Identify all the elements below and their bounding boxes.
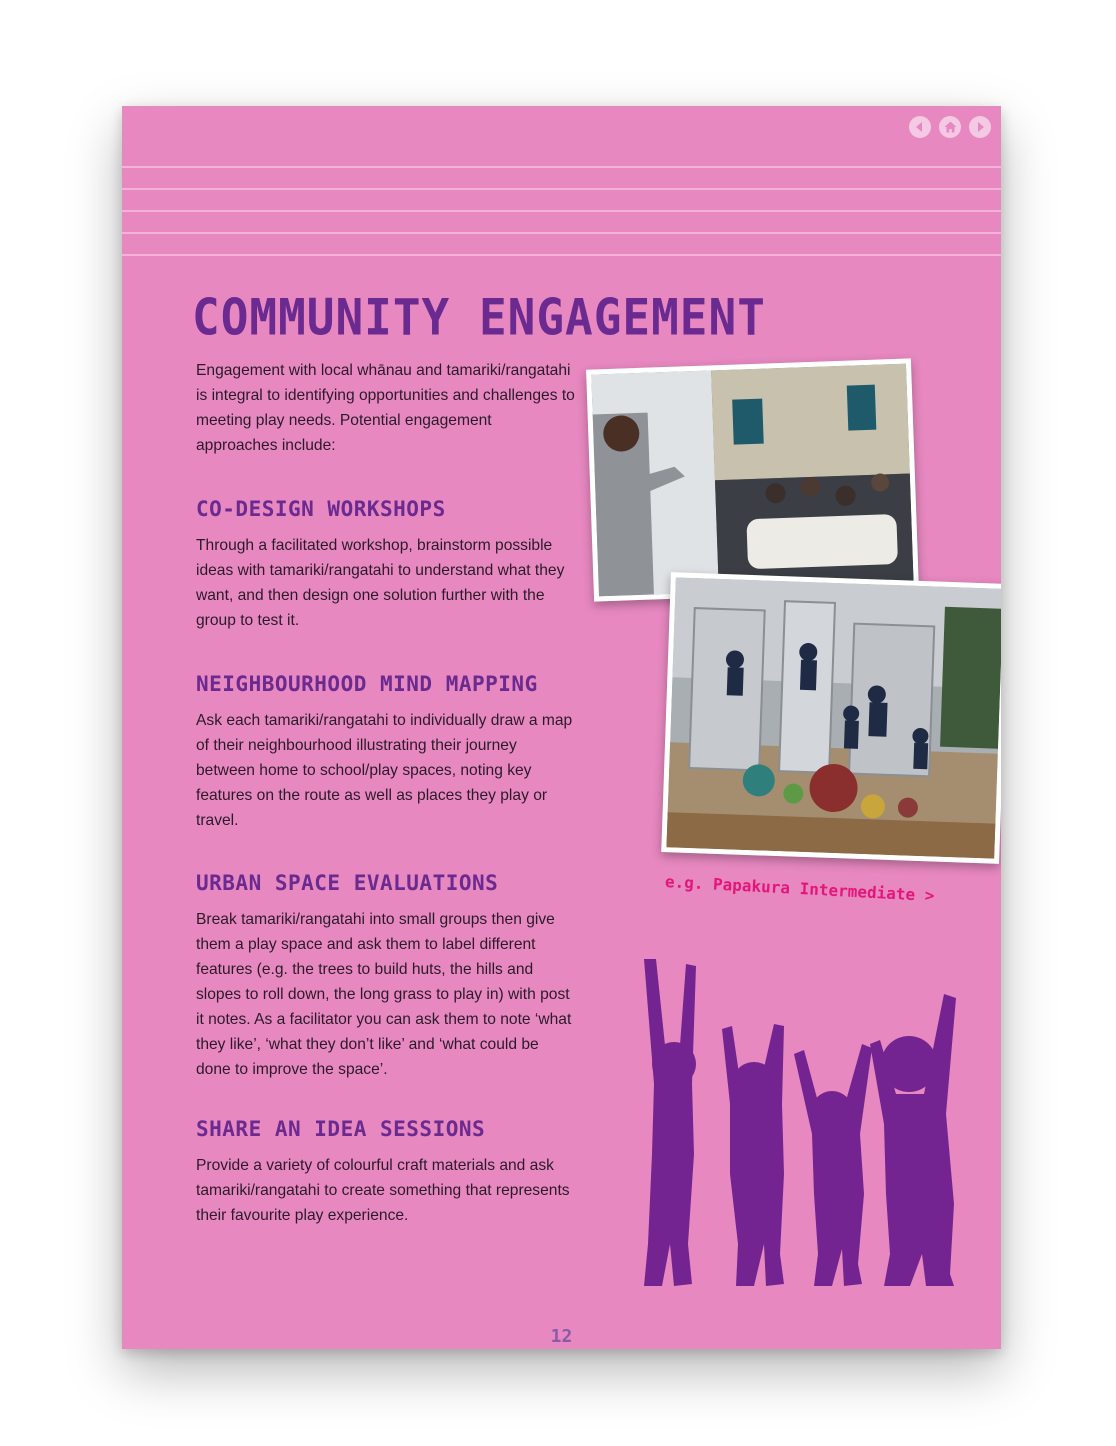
- chevron-left-icon: [914, 121, 926, 133]
- next-page-button[interactable]: [969, 116, 991, 138]
- page-navigation: [909, 116, 991, 138]
- section-body-share-idea: Provide a variety of colourful craft materials and ask tamariki/rangatahi to create something that represents their favourite play experience.: [196, 1157, 570, 1224]
- home-icon: [944, 121, 957, 133]
- home-button[interactable]: [939, 116, 961, 138]
- workshop-photo-image: [591, 364, 914, 597]
- section-body-mind-mapping: Ask each tamariki/rangatahi to individually draw a map of their neighbourhood illustrating their journey between home to school/play spaces, noting key features on the route as well as places they play or travel.: [196, 712, 573, 829]
- page-title: COMMUNITY ENGAGEMENT: [192, 288, 766, 347]
- decorative-stripe: [122, 188, 1001, 190]
- decorative-stripe: [122, 232, 1001, 234]
- decorative-stripe: [122, 166, 1001, 168]
- section-heading-co-design: CO-DESIGN WORKSHOPS: [196, 497, 446, 521]
- children-silhouette-illustration: [634, 954, 964, 1294]
- chevron-right-icon: [974, 121, 986, 133]
- section-heading-mind-mapping: NEIGHBOURHOOD MIND MAPPING: [196, 672, 538, 696]
- section-body-co-design: Through a facilitated workshop, brainstorm possible ideas with tamariki/rangatahi to understand what they want, and then design one solution further with the group to test it.: [196, 537, 565, 629]
- document-page: [122, 106, 1001, 1349]
- workshop-photo: [586, 358, 919, 601]
- section-heading-urban-space: URBAN SPACE EVALUATIONS: [196, 871, 499, 895]
- page-number: 12: [550, 1326, 573, 1347]
- section-body-urban-space: Break tamariki/rangatahi into small groups then give them a play space and ask them to label different features (e.g. the trees to build huts, the hills and slopes to roll down, the long grass to play in) with post it notes. As a facilitator you can ask them to note ‘what they like’, ‘what they don’t like’ and ‘what could be done to improve the space’.: [196, 911, 572, 1078]
- playground-photo: [661, 572, 1001, 864]
- decorative-stripe: [122, 254, 1001, 256]
- section-heading-share-idea: SHARE AN IDEA SESSIONS: [196, 1117, 486, 1141]
- intro-paragraph: Engagement with local whānau and tamariki/rangatahi is integral to identifying opportunities and challenges to meeting play needs. Potential engagement approaches include:: [196, 362, 575, 454]
- photo-caption-link[interactable]: e.g. Papakura Intermediate >: [664, 872, 935, 906]
- playground-photo-image: [666, 577, 1001, 858]
- prev-page-button[interactable]: [909, 116, 931, 138]
- decorative-stripe: [122, 210, 1001, 212]
